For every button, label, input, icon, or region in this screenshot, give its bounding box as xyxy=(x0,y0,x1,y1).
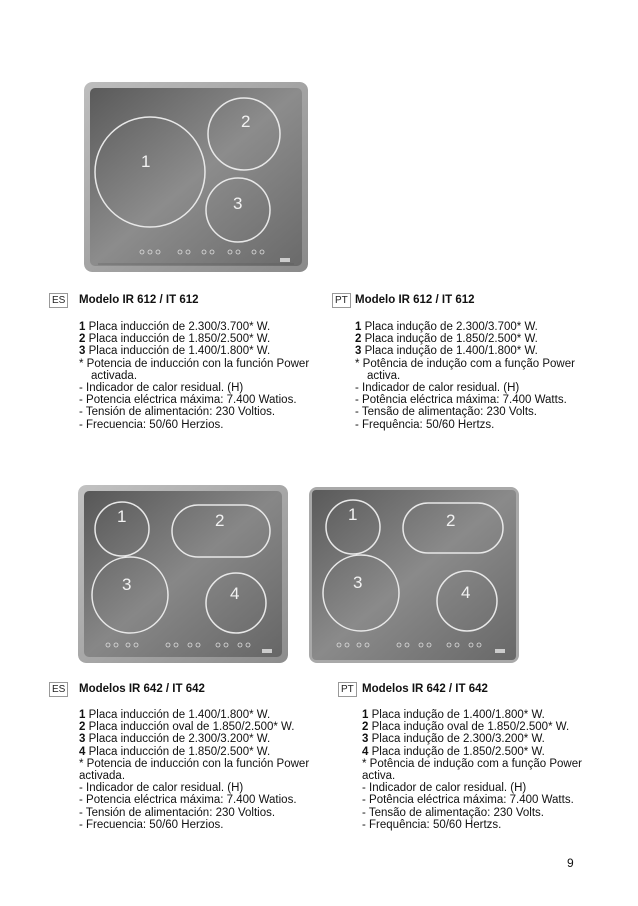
zone-label-2: 2 xyxy=(446,511,456,530)
spec-line: * Potencia de inducción con la función Power xyxy=(79,357,310,370)
spec-line: activa. xyxy=(367,369,401,382)
hob-illustration-642-right xyxy=(309,487,519,663)
zone-label-1: 1 xyxy=(348,505,358,524)
spec-line: 3 Placa indução de 2.300/3.200* W. xyxy=(362,733,545,746)
spec-line: 3 Placa inducción de 1.400/1.800* W. xyxy=(79,345,271,358)
spec-line: - Potência eléctrica máxima: 7.400 Watts. xyxy=(362,794,574,807)
spec-line: - Tensão de alimentação: 230 Volts. xyxy=(362,806,544,819)
spec-line: 2 Placa indução oval de 1.850/2.500* W. xyxy=(362,721,570,734)
spec-line: - Tensão de alimentação: 230 Volts. xyxy=(355,406,537,419)
section-title-pt-612: Modelo IR 612 / IT 612 xyxy=(355,294,475,306)
spec-line: 2 Placa indução de 1.850/2.500* W. xyxy=(355,333,538,346)
spec-line: - Indicador de calor residual. (H) xyxy=(355,382,520,395)
spec-line: activada. xyxy=(79,770,126,783)
zone-label-2: 2 xyxy=(215,511,225,530)
spec-line: 4 Placa inducción de 1.850/2.500* W. xyxy=(79,745,271,758)
zone-label-3: 3 xyxy=(353,573,363,592)
spec-line: 1 Placa indução de 1.400/1.800* W. xyxy=(362,709,545,721)
spec-line: 4 Placa indução de 1.850/2.500* W. xyxy=(362,745,545,758)
zone-label-2: 2 xyxy=(241,112,251,131)
lang-badge-es: ES xyxy=(49,293,68,308)
spec-line: 1 Placa inducción de 2.300/3.700* W. xyxy=(79,321,271,333)
spec-line: 1 Placa inducción de 1.400/1.800* W. xyxy=(79,709,271,721)
spec-list-pt-642 xyxy=(362,709,582,831)
zone-label-3: 3 xyxy=(122,575,132,594)
lang-badge-pt: PT xyxy=(332,293,351,308)
spec-line: 3 Placa inducción de 2.300/3.200* W. xyxy=(79,733,271,746)
spec-line: activada. xyxy=(91,369,138,382)
spec-line: - Potência eléctrica máxima: 7.400 Watts. xyxy=(355,394,567,407)
zone-label-3: 3 xyxy=(233,194,243,213)
spec-list-es-612 xyxy=(79,321,309,431)
lang-badge-pt: PT xyxy=(338,682,357,697)
zone-label-4: 4 xyxy=(230,584,240,603)
hob-illustration-612 xyxy=(84,82,308,272)
spec-line: activa. xyxy=(362,770,396,783)
spec-line: - Indicador de calor residual. (H) xyxy=(362,782,527,795)
spec-line: - Indicador de calor residual. (H) xyxy=(79,382,244,395)
section-title-es-612: Modelo IR 612 / IT 612 xyxy=(79,294,199,306)
spec-line: - Frequência: 50/60 Hertzs. xyxy=(362,818,502,831)
section-title-es-642: Modelos IR 642 / IT 642 xyxy=(79,683,205,695)
hob-illustration-642-left xyxy=(78,485,288,663)
zone-label-1: 1 xyxy=(117,507,127,526)
spec-line: - Tensión de alimentación: 230 Voltios. xyxy=(79,406,276,419)
spec-line: - Frecuencia: 50/60 Herzios. xyxy=(79,818,224,831)
spec-line: - Potencia eléctrica máxima: 7.400 Watios. xyxy=(79,394,297,407)
zone-label-4: 4 xyxy=(461,583,471,602)
page-number: 9 xyxy=(567,856,574,870)
spec-line: 3 Placa indução de 1.400/1.800* W. xyxy=(355,345,538,358)
spec-line: - Frecuencia: 50/60 Herzios. xyxy=(79,418,224,431)
spec-line: * Potência de indução com a função Power xyxy=(362,757,582,770)
spec-line: * Potencia de inducción con la función Power xyxy=(79,757,310,770)
lang-badge-es: ES xyxy=(49,682,68,697)
spec-line: * Potência de indução com a função Power xyxy=(355,357,575,370)
spec-line: 2 Placa inducción oval de 1.850/2.500* W. xyxy=(79,721,295,734)
spec-line: 1 Placa indução de 2.300/3.700* W. xyxy=(355,321,538,333)
spec-line: 2 Placa inducción de 1.850/2.500* W. xyxy=(79,333,271,346)
spec-list-es-642 xyxy=(79,709,309,831)
spec-line: - Indicador de calor residual. (H) xyxy=(79,782,244,795)
spec-line: - Frequência: 50/60 Hertzs. xyxy=(355,418,495,431)
section-title-pt-642: Modelos IR 642 / IT 642 xyxy=(362,683,488,695)
spec-list-pt-612 xyxy=(355,321,575,431)
zone-label-1: 1 xyxy=(141,152,151,171)
spec-line: - Potencia eléctrica máxima: 7.400 Watios. xyxy=(79,794,297,807)
spec-line: - Tensión de alimentación: 230 Voltios. xyxy=(79,806,276,819)
